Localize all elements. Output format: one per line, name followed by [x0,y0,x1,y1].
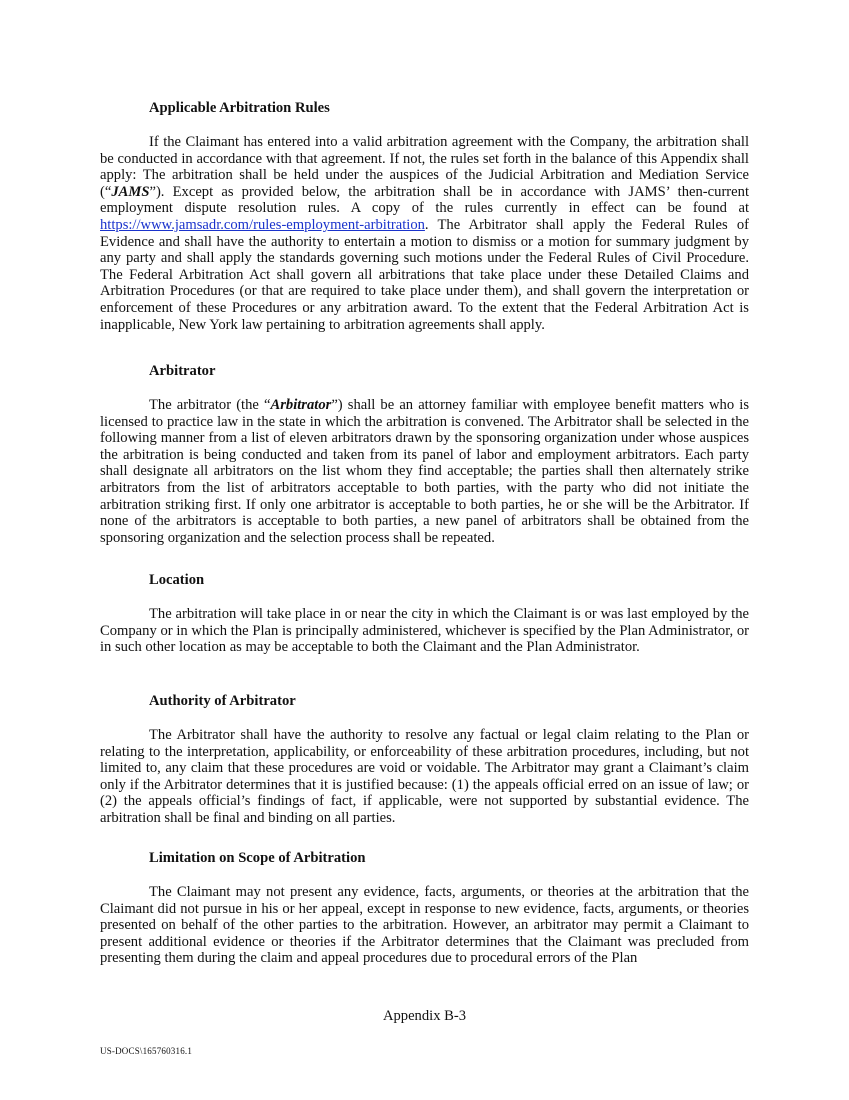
section-heading-arbitrator: Arbitrator [149,363,216,379]
section-body-applicable-arbitration-rules: If the Claimant has entered into a valid arbitration agreement with the Company, the arbitration shall be conducted in accordance with that agreement. If not, the rules set forth in the balance of this Appendix shall apply: The arbitration shall be held under the auspices of the Judicial Arbitration and Mediation Service (“JAMS”). Except as provided below, the arbitration shall be in accordance with JAMS’ then-current employment dispute resolution rules. A copy of the rules currently in effect can be found at https://www.jamsadr.com/rules-employment-arbitration. The Arbitrator shall apply the Federal Rules of Evidence and shall have the authority to entertain a motion to dismiss or a motion for summary judgment by any party and shall apply the standards governing such motions under the Federal Rules of Civil Procedure. The Federal Arbitration Act shall govern all arbitrations that take place under these Detailed Claims and Arbitration Procedures (or that are required to take place under them), and shall govern the interpretation or enforcement of these Procedures or any arbitration award. To the extent that the Federal Arbitration Act is inapplicable, New York law pertaining to arbitration agreements shall apply. [100,134,749,333]
section-body-authority-of-arbitrator: The Arbitrator shall have the authority to resolve any factual or legal claim relating to the Plan or relating to the interpretation, applicability, or enforceability of these arbitration procedures, including, but not limited to, any claim that these procedures are void or voidable. The Arbitrator may grant a Claimant’s claim only if the Arbitrator determines that it is justified because: (1) the appeals official erred on an issue of law; or (2) the appeals official’s findings of fact, if applicable, were not supported by substantial evidence. The arbitration shall be final and binding on all parties. [100,727,749,826]
section-body-arbitrator: The arbitrator (the “Arbitrator”) shall be an attorney familiar with employee benefit matters who is licensed to practice law in the state in which the arbitration is convened. The Arbitrator shall be selected in the following manner from a list of eleven arbitrators drawn by the sponsoring organization under whose auspices the arbitration is being conducted and taken from its panel of labor and employment arbitrators. Each party shall designate all arbitrators on the list whom they find acceptable; the parties shall then alternately strike arbitrators from the list of arbitrators acceptable to both parties, with the party who did not initiate the arbitration striking first. If only one arbitrator is acceptable to both parties, he or she will be the Arbitrator. If none of the arbitrators is acceptable to both parties, a new panel of arbitrators shall be obtained from the sponsoring organization and the selection process shall be repeated. [100,397,749,546]
section-heading-limitation-on-scope: Limitation on Scope of Arbitration [149,850,366,866]
defined-term-jams: JAMS [111,183,150,200]
section-body-location: The arbitration will take place in or near the city in which the Claimant is or was last employed by the Company or in which the Plan is principally administered, whichever is specified by the Plan Administrator, or in such other location as may be acceptable to both the Claimant and the Plan Administrator. [100,606,749,656]
defined-term-arbitrator: Arbitrator [270,397,332,413]
page-label: Appendix B-3 [382,1008,467,1024]
document-id: US-DOCS\165760316.1 [100,1046,193,1056]
section-heading-authority-of-arbitrator: Authority of Arbitrator [149,693,296,709]
section-heading-location: Location [149,572,205,588]
jams-rules-link[interactable]: https://www.jamsadr.com/rules-employment-arbitration [100,216,425,233]
section-heading-applicable-arbitration-rules: Applicable Arbitration Rules [149,100,330,116]
section-body-limitation-on-scope: The Claimant may not present any evidence, facts, arguments, or theories at the arbitration that the Claimant did not pursue in his or her appeal, except in response to new evidence, facts, arguments, or theories presented on behalf of the other parties to the arbitration. However, an arbitrator may permit a Claimant to present additional evidence or theories if the Arbitrator determines that the Claimant was precluded from presenting them during the claim and appeal procedures due to procedural errors of the Plan [100,884,749,967]
